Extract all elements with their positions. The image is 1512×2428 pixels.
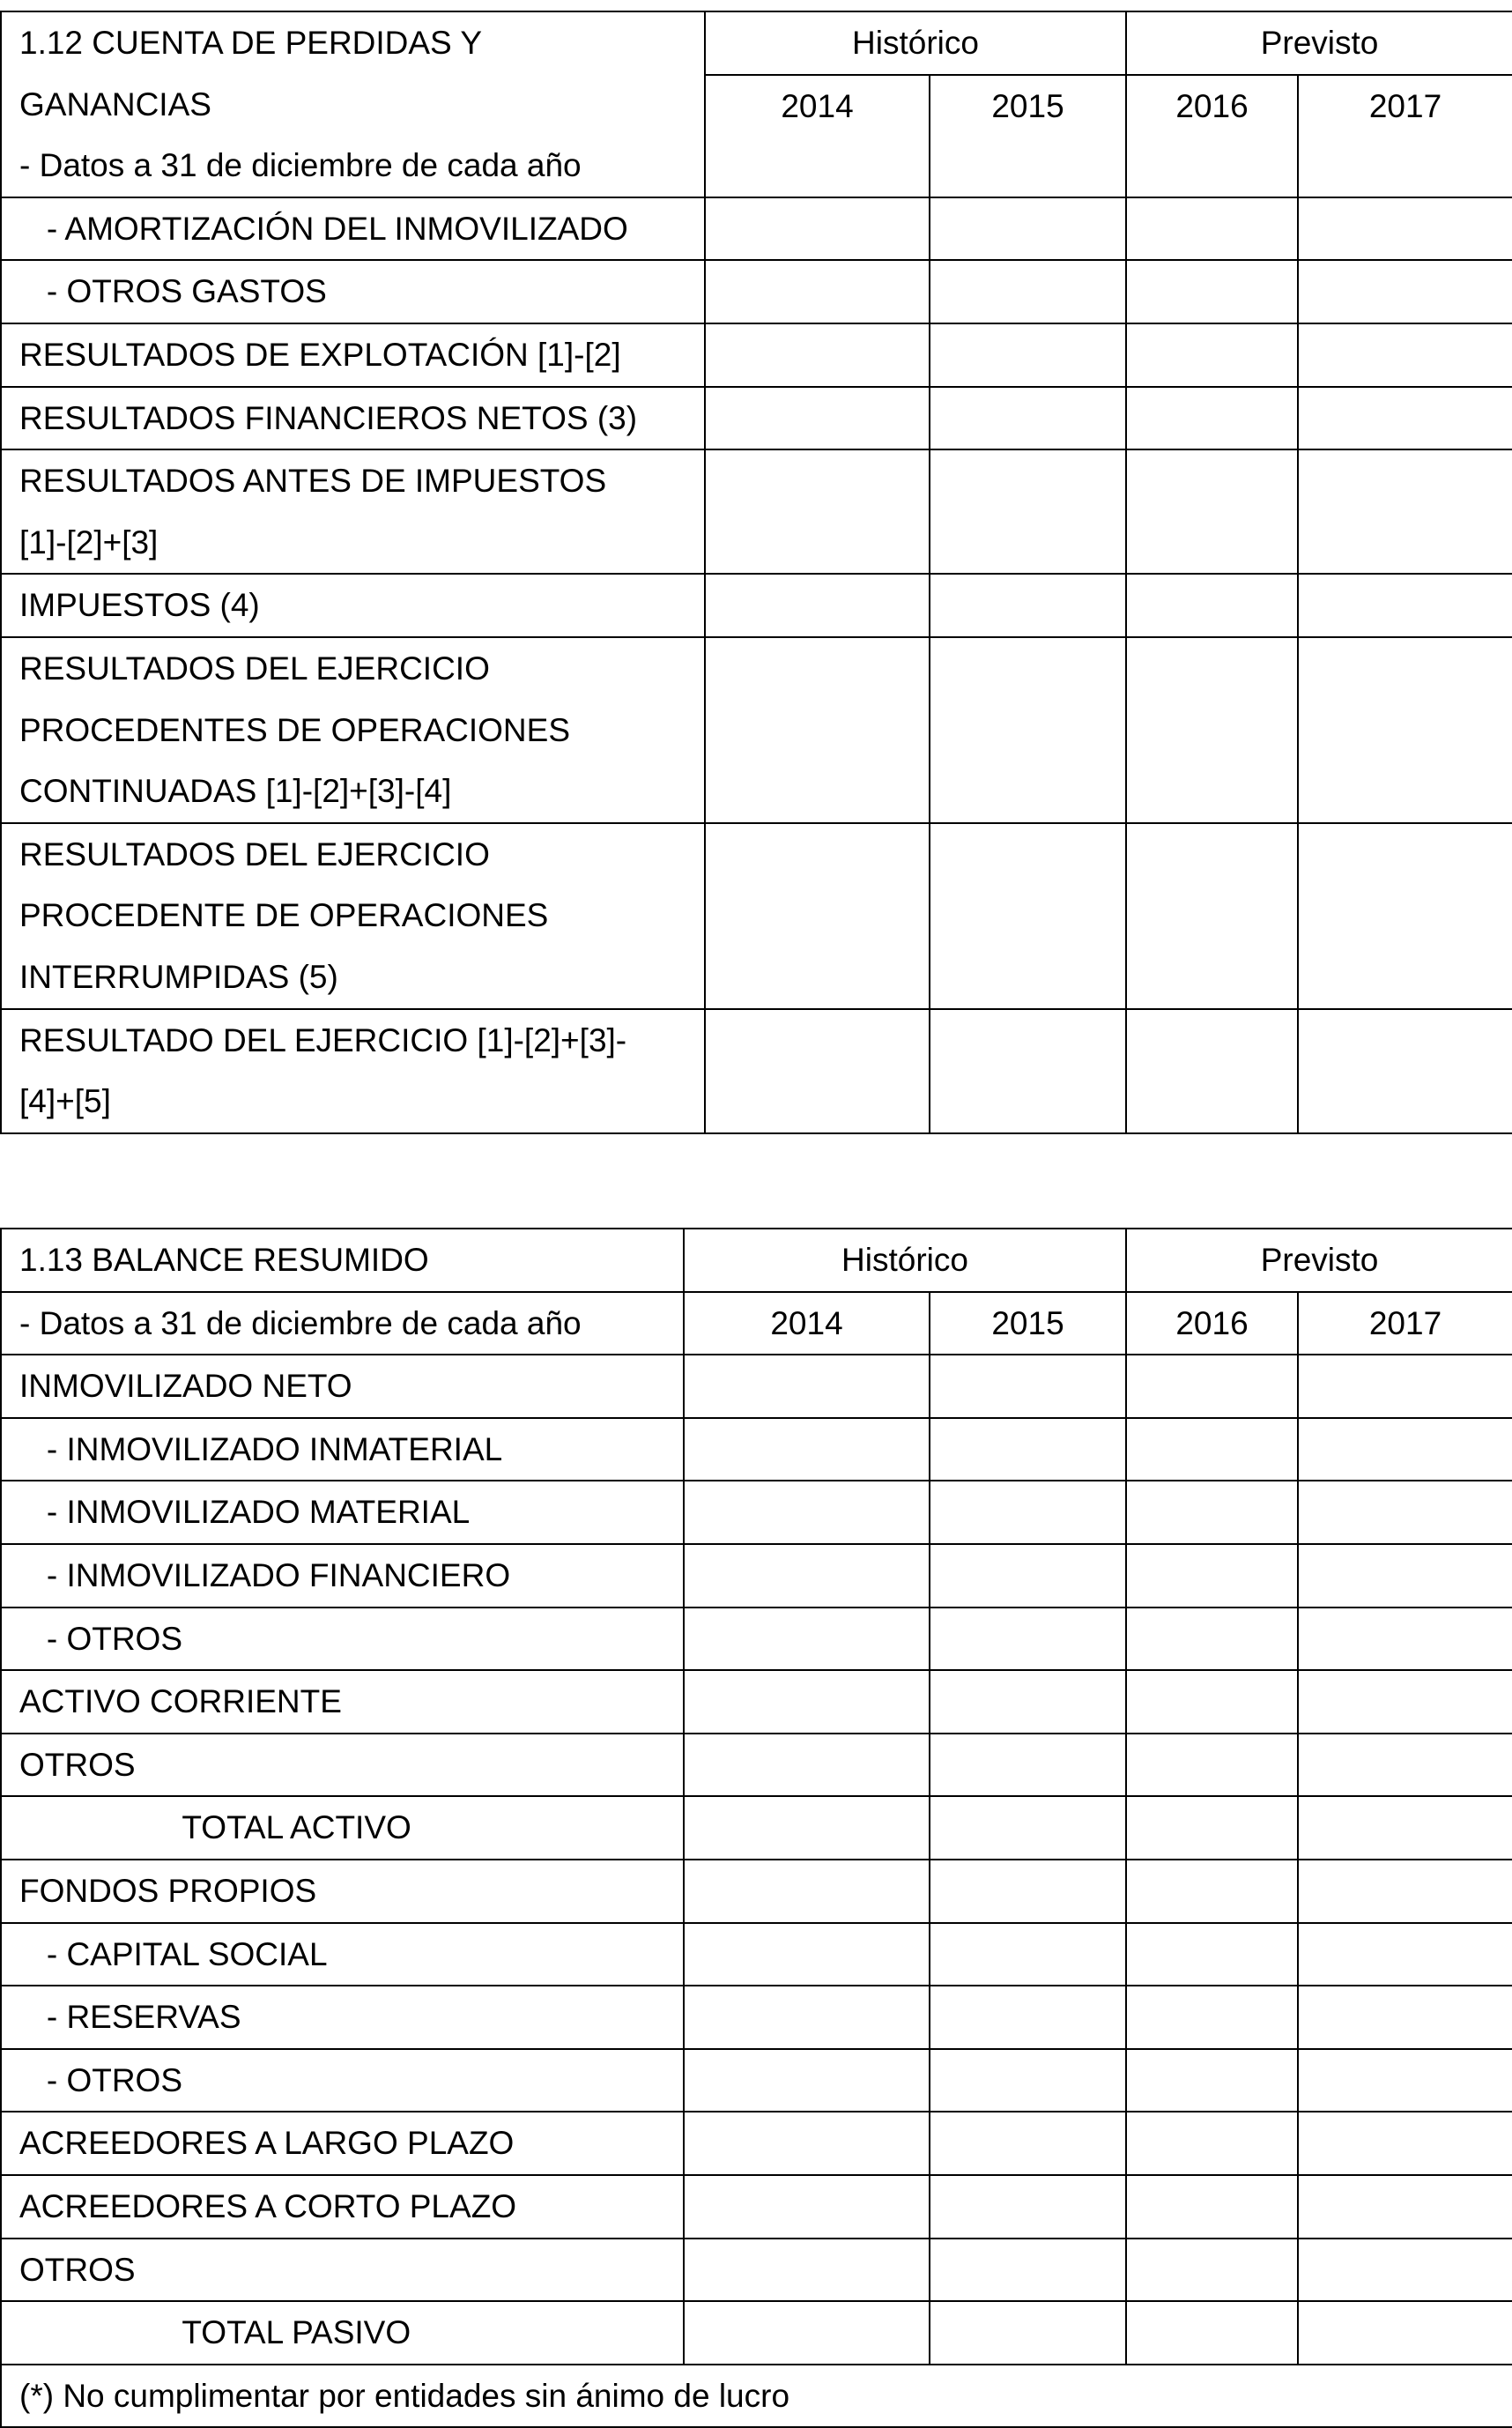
balance-value-cell (1126, 1670, 1298, 1734)
table-row (1, 2301, 1512, 2365)
balance-subtitle: - Datos a 31 de diciembre de cada año (1, 1292, 684, 1355)
pyg-value-cell (930, 637, 1126, 823)
pyg-value-cell (1298, 574, 1512, 637)
pyg-value-cell (705, 1009, 930, 1133)
balance-value-cell (1126, 2301, 1298, 2365)
pyg-value-cell (1298, 1009, 1512, 1133)
balance-row-label: - INMOVILIZADO INMATERIAL (1, 1418, 684, 1481)
balance-value-cell (1126, 2239, 1298, 2302)
table-row (1, 323, 1512, 387)
pyg-value-cell (1298, 449, 1512, 574)
table-row (1, 449, 1512, 574)
balance-value-cell (930, 1860, 1126, 1923)
balance-row-label: - OTROS (1, 2049, 684, 2112)
pyg-value-cell (1126, 387, 1298, 450)
pyg-header-previsto: Previsto (1126, 11, 1512, 75)
balance-value-cell (1126, 1860, 1298, 1923)
table-row (1, 1923, 1512, 1986)
balance-value-cell (1126, 1608, 1298, 1671)
pyg-row-label-line: INTERRUMPIDAS (5) (19, 958, 338, 995)
balance-row-label: TOTAL ACTIVO (1, 1796, 684, 1860)
pyg-value-cell (1298, 197, 1512, 261)
balance-value-cell (684, 1418, 930, 1481)
table-row (1, 1670, 1512, 1734)
balance-row-label: ACREEDORES A LARGO PLAZO (1, 2112, 684, 2175)
pyg-value-cell (930, 260, 1126, 323)
table-row (1, 637, 1512, 823)
balance-value-cell (1126, 1544, 1298, 1608)
balance-value-cell (1298, 2112, 1512, 2175)
pyg-subtitle: - Datos a 31 de diciembre de cada año (19, 147, 582, 184)
balance-value-cell (930, 2112, 1126, 2175)
balance-row-label: TOTAL PASIVO (1, 2301, 684, 2365)
pyg-title-cell (1, 11, 705, 197)
balance-value-cell (684, 2175, 930, 2239)
pyg-row-label-line: RESULTADOS DEL EJERCICIO (19, 650, 490, 687)
pyg-value-cell (1298, 637, 1512, 823)
table-row (1, 1544, 1512, 1608)
balance-value-cell (1298, 1734, 1512, 1797)
table-row (1, 823, 1512, 1009)
table-row (1, 1796, 1512, 1860)
balance-value-cell (1298, 2175, 1512, 2239)
table-row (1, 574, 1512, 637)
pyg-value-cell (930, 574, 1126, 637)
balance-row-label: - OTROS (1, 1608, 684, 1671)
balance-year-2014: 2014 (684, 1292, 930, 1355)
balance-value-cell (1298, 1481, 1512, 1544)
table-row (1, 260, 1512, 323)
balance-year-2015: 2015 (930, 1292, 1126, 1355)
balance-value-cell (1298, 1796, 1512, 1860)
pyg-row-label (1, 1009, 705, 1133)
balance-row-label: - INMOVILIZADO FINANCIERO (1, 1544, 684, 1608)
balance-value-cell (1298, 1608, 1512, 1671)
pyg-row-label (1, 574, 705, 637)
balance-value-cell (684, 2239, 930, 2302)
pyg-row-label-line: RESULTADO DEL EJERCICIO [1]-[2]+[3]- (19, 1021, 627, 1058)
pyg-row-label-line: RESULTADOS ANTES DE IMPUESTOS (19, 463, 607, 500)
table-row (1, 387, 1512, 450)
pyg-row-label (1, 260, 705, 323)
table-row (1, 2112, 1512, 2175)
balance-value-cell (1298, 1986, 1512, 2049)
balance-value-cell (930, 1355, 1126, 1418)
pyg-value-cell (705, 823, 930, 1009)
pyg-header-historico: Histórico (705, 11, 1126, 75)
pyg-value-cell (930, 323, 1126, 387)
balance-value-cell (684, 2112, 930, 2175)
balance-row-label: - INMOVILIZADO MATERIAL (1, 1481, 684, 1544)
balance-value-cell (1298, 1670, 1512, 1734)
balance-title: 1.13 BALANCE RESUMIDO (1, 1229, 684, 1292)
balance-year-2017: 2017 (1298, 1292, 1512, 1355)
pyg-year-2015: 2015 (930, 75, 1126, 197)
balance-value-cell (1126, 2049, 1298, 2112)
balance-value-cell (930, 1544, 1126, 1608)
pyg-value-cell (1126, 449, 1298, 574)
table-row (1, 1009, 1512, 1133)
pyg-year-2016: 2016 (1126, 75, 1298, 197)
balance-row-label: ACTIVO CORRIENTE (1, 1670, 684, 1734)
pyg-value-cell (705, 260, 930, 323)
pyg-value-cell (1126, 197, 1298, 261)
table-row (1, 2049, 1512, 2112)
pyg-value-cell (1298, 387, 1512, 450)
pyg-year-2017: 2017 (1298, 75, 1512, 197)
table-row (1, 2239, 1512, 2302)
balance-header-historico: Histórico (684, 1229, 1126, 1292)
pyg-row-label (1, 637, 705, 823)
pyg-value-cell (1126, 260, 1298, 323)
balance-value-cell (1298, 1418, 1512, 1481)
balance-value-cell (930, 2239, 1126, 2302)
balance-value-cell (684, 1670, 930, 1734)
table-row (1, 197, 1512, 261)
balance-value-cell (1126, 1418, 1298, 1481)
pyg-title-line: 1.12 CUENTA DE PERDIDAS Y (19, 25, 483, 61)
pyg-row-label-line: RESULTADOS DEL EJERCICIO (19, 835, 490, 872)
pyg-row-label-line: PROCEDENTES DE OPERACIONES (19, 711, 571, 748)
balance-value-cell (1126, 1481, 1298, 1544)
pyg-value-cell (930, 449, 1126, 574)
pyg-value-cell (705, 637, 930, 823)
pyg-year-2014: 2014 (705, 75, 930, 197)
balance-value-cell (1126, 1796, 1298, 1860)
table-row (1, 1355, 1512, 1418)
pyg-value-cell (1126, 323, 1298, 387)
balance-value-cell (1126, 1355, 1298, 1418)
pyg-value-cell (1126, 637, 1298, 823)
pyg-row-label-line: [4]+[5] (19, 1083, 111, 1120)
pyg-value-cell (1298, 323, 1512, 387)
balance-row-label: FONDOS PROPIOS (1, 1860, 684, 1923)
balance-value-cell (1298, 1544, 1512, 1608)
pyg-row-label-line: - OTROS GASTOS (19, 273, 327, 310)
pyg-row-label (1, 823, 705, 1009)
balance-value-cell (930, 1796, 1126, 1860)
pyg-row-label-line: [1]-[2]+[3] (19, 523, 159, 561)
balance-value-cell (684, 1608, 930, 1671)
pyg-value-cell (1298, 260, 1512, 323)
balance-header-previsto: Previsto (1126, 1229, 1512, 1292)
pyg-row-label (1, 323, 705, 387)
balance-value-cell (684, 2301, 930, 2365)
balance-value-cell (684, 1544, 930, 1608)
balance-value-cell (1126, 2175, 1298, 2239)
balance-row-label: ACREEDORES A CORTO PLAZO (1, 2175, 684, 2239)
pyg-value-cell (1298, 823, 1512, 1009)
pyg-row-label-line: RESULTADOS FINANCIEROS NETOS (3) (19, 399, 638, 436)
pyg-value-cell (705, 574, 930, 637)
balance-value-cell (1126, 1986, 1298, 2049)
pyg-value-cell (930, 197, 1126, 261)
pyg-row-label-line: PROCEDENTE DE OPERACIONES (19, 897, 549, 934)
pyg-value-cell (705, 197, 930, 261)
balance-value-cell (684, 2049, 930, 2112)
pyg-row-label-line: CONTINUADAS [1]-[2]+[3]-[4] (19, 773, 452, 810)
profit-loss-table (0, 11, 1512, 1134)
balance-value-cell (1126, 1923, 1298, 1986)
balance-value-cell (1126, 1734, 1298, 1797)
pyg-value-cell (705, 449, 930, 574)
balance-value-cell (1298, 1860, 1512, 1923)
table-row (1, 1986, 1512, 2049)
balance-value-cell (684, 1734, 930, 1797)
pyg-row-label-line: - AMORTIZACIÓN DEL INMOVILIZADO (19, 210, 628, 247)
balance-value-cell (684, 1923, 930, 1986)
balance-value-cell (930, 1923, 1126, 1986)
table-row (1, 1734, 1512, 1797)
pyg-row-label (1, 197, 705, 261)
balance-value-cell (930, 1986, 1126, 2049)
pyg-row-label (1, 387, 705, 450)
pyg-value-cell (930, 823, 1126, 1009)
balance-value-cell (930, 2301, 1126, 2365)
table-row (1, 1608, 1512, 1671)
pyg-value-cell (1126, 823, 1298, 1009)
pyg-value-cell (930, 387, 1126, 450)
footnote: (*) No cumplimentar por entidades sin ánimo de lucro (1, 2365, 1512, 2428)
balance-value-cell (930, 2049, 1126, 2112)
pyg-row-label-line: IMPUESTOS (4) (19, 587, 260, 624)
balance-row-label: INMOVILIZADO NETO (1, 1355, 684, 1418)
pyg-value-cell (1126, 1009, 1298, 1133)
table-row (1, 1481, 1512, 1544)
balance-value-cell (684, 1860, 930, 1923)
balance-row-label: - CAPITAL SOCIAL (1, 1923, 684, 1986)
balance-value-cell (684, 1796, 930, 1860)
pyg-title-line: GANANCIAS (19, 85, 211, 123)
pyg-value-cell (930, 1009, 1126, 1133)
balance-row-label: OTROS (1, 2239, 684, 2302)
balance-value-cell (1298, 2239, 1512, 2302)
balance-value-cell (930, 1608, 1126, 1671)
balance-row-label: - RESERVAS (1, 1986, 684, 2049)
balance-value-cell (684, 1481, 930, 1544)
pyg-value-cell (1126, 574, 1298, 637)
pyg-value-cell (705, 323, 930, 387)
table-row (1, 1418, 1512, 1481)
balance-value-cell (684, 1355, 930, 1418)
balance-value-cell (1298, 2049, 1512, 2112)
balance-value-cell (930, 1481, 1126, 1544)
balance-value-cell (1126, 2112, 1298, 2175)
balance-year-2016: 2016 (1126, 1292, 1298, 1355)
balance-value-cell (930, 1670, 1126, 1734)
pyg-value-cell (705, 387, 930, 450)
balance-table (0, 1228, 1512, 2428)
table-row (1, 1860, 1512, 1923)
balance-value-cell (1298, 2301, 1512, 2365)
balance-value-cell (930, 1734, 1126, 1797)
balance-value-cell (1298, 1355, 1512, 1418)
table-row (1, 2175, 1512, 2239)
balance-value-cell (684, 1986, 930, 2049)
pyg-row-label-line: RESULTADOS DE EXPLOTACIÓN [1]-[2] (19, 336, 621, 373)
balance-value-cell (930, 2175, 1126, 2239)
balance-value-cell (930, 1418, 1126, 1481)
balance-row-label: OTROS (1, 1734, 684, 1797)
pyg-row-label (1, 449, 705, 574)
balance-value-cell (1298, 1923, 1512, 1986)
